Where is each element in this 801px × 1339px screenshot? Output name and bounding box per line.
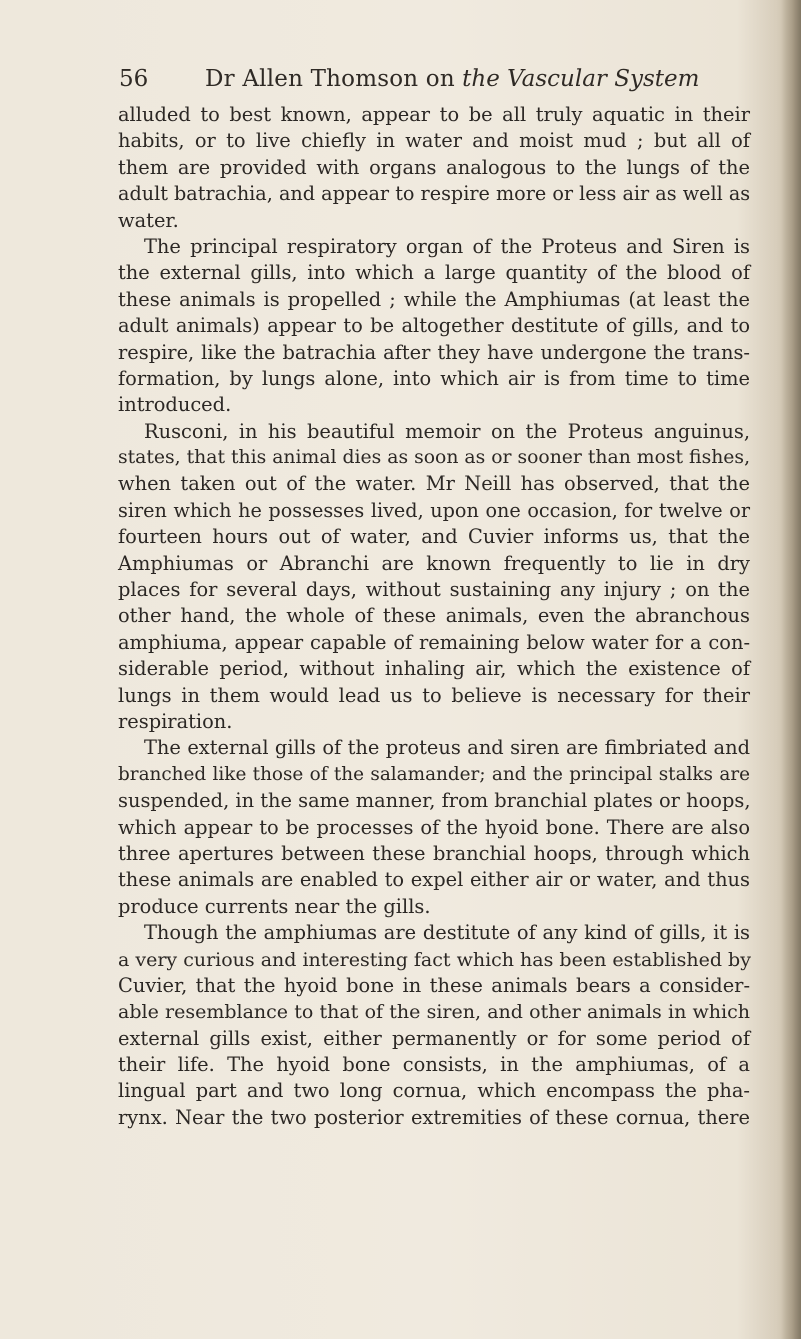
text-line: the external gills, into which a large quantity of the blood of <box>118 261 750 285</box>
body-text <box>118 102 750 1131</box>
text-line: Cuvier, that the hyoid bone in these animals bears a consider- <box>118 973 750 997</box>
page-edge-shadow <box>781 0 801 1339</box>
header-author: Dr Allen Thomson on <box>205 66 455 92</box>
text-line: The external gills of the proteus and siren are fimbriated and <box>144 736 750 760</box>
text-line: which appear to be processes of the hyoid bone. There are also <box>118 815 750 839</box>
page-number: 56 <box>119 66 149 92</box>
text-line: adult animals) appear to be altogether destitute of gills, and to <box>118 314 750 338</box>
text-line: three apertures between these branchial hoops, through which <box>118 841 750 865</box>
text-line: able resemblance to that of the siren, and other animals in which <box>118 1001 750 1024</box>
text-line: these animals are enabled to expel either air or water, and thus <box>118 868 750 892</box>
text-line: Amphiumas or Abranchi are known frequently to lie in dry <box>118 551 750 575</box>
text-line: respire, like the batrachia after they have undergone the trans- <box>118 340 750 364</box>
text-line: siren which he possesses lived, upon one occasion, for twelve or <box>118 498 750 522</box>
text-line: introduced. <box>118 393 232 417</box>
text-line: rynx. Near the two posterior extremities of these cornua, there <box>118 1105 750 1129</box>
header-subject: the Vascular System <box>462 66 700 92</box>
text-line: branched like those of the salamander; and the principal stalks are <box>118 763 750 785</box>
text-line: formation, by lungs alone, into which air is from time to time <box>118 366 750 390</box>
text-line: other hand, the whole of these animals, even the abranchous <box>118 604 750 628</box>
text-line: produce currents near the gills. <box>118 894 431 918</box>
text-line: fourteen hours out of water, and Cuvier informs us, that the <box>118 525 750 549</box>
text-line: when taken out of the water. Mr Neill has observed, that the <box>118 472 750 496</box>
text-line: these animals is propelled ; while the Amphiumas (at least the <box>118 287 750 311</box>
text-line: The principal respiratory organ of the Proteus and Siren is <box>144 234 750 258</box>
text-line: suspended, in the same manner, from branchial plates or hoops, <box>118 789 751 813</box>
running-header <box>119 62 759 96</box>
text-line: states, that this animal dies as soon as or sooner than most fishes, <box>118 447 751 469</box>
text-line: respiration. <box>118 709 233 733</box>
text-line: them are provided with organs analogous to the lungs of the <box>118 155 750 179</box>
text-line: Though the amphiumas are destitute of any kind of gills, it is <box>144 921 750 945</box>
text-line: a very curious and interesting fact which has been established by <box>118 948 751 971</box>
text-line: external gills exist, either permanently or for some period of <box>118 1026 750 1050</box>
text-line: siderable period, without inhaling air, which the existence of <box>118 657 750 681</box>
text-line: alluded to best known, appear to be all truly aquatic in their <box>118 103 750 126</box>
text-line: places for several days, without sustaining any injury ; on the <box>118 578 750 602</box>
text-line: lingual part and two long cornua, which encompass the pha- <box>118 1079 750 1103</box>
text-line: amphiuma, appear capable of remaining below water for a con- <box>118 630 750 654</box>
text-line: lungs in them would lead us to believe is necessary for their <box>118 683 750 707</box>
text-line: Rusconi, in his beautiful memoir on the Proteus anguinus, <box>144 419 750 443</box>
text-line: water. <box>118 208 179 232</box>
text-line: their life. The hyoid bone consists, in the amphiumas, of a <box>118 1053 750 1077</box>
text-line: habits, or to live chiefly in water and moist mud ; but all of <box>118 129 750 153</box>
text-line: adult batrachia, and appear to respire more or less air as well as <box>118 182 751 206</box>
